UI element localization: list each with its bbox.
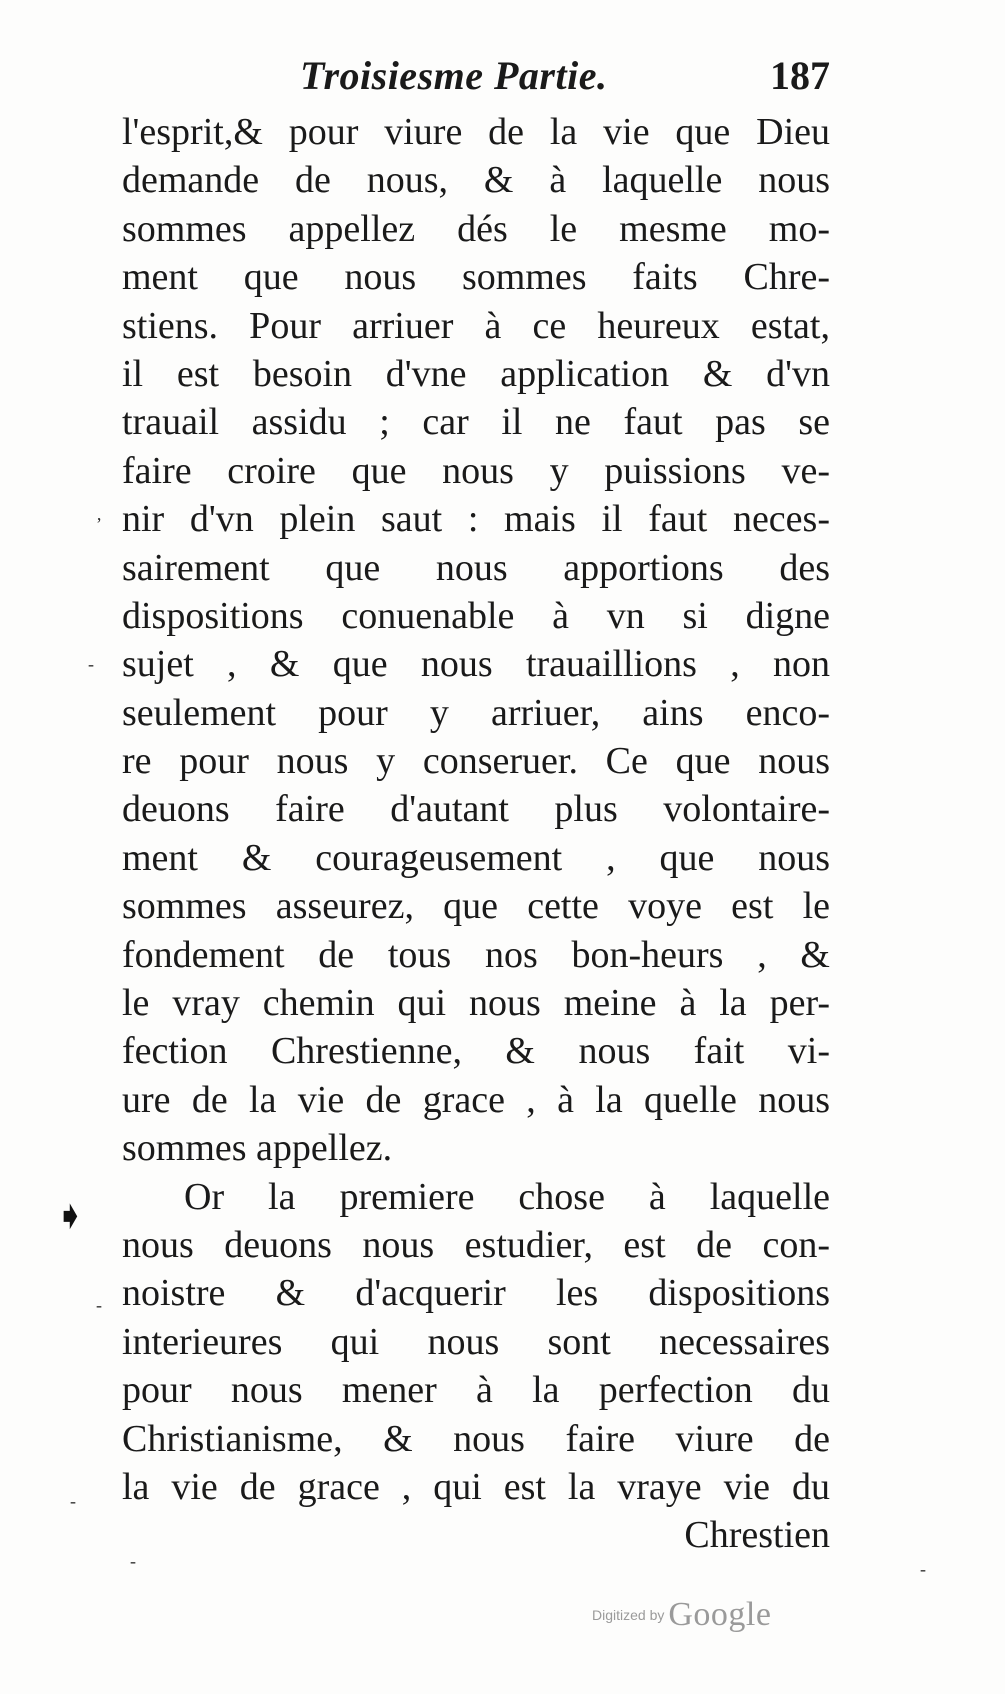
text-line: re pour nous y conseruer. Ce que nous bbox=[122, 740, 830, 783]
page-number: 187 bbox=[770, 53, 830, 98]
margin-tick-mark: - bbox=[96, 1295, 102, 1315]
running-title: Troisiesme Partie. bbox=[300, 53, 608, 98]
digitized-by-google-watermark bbox=[592, 1596, 771, 1634]
text-line: sairement que nous apportions des bbox=[122, 546, 830, 589]
text-line: faire croire que nous y puissions ve- bbox=[122, 449, 830, 492]
text-line: demande de nous, & à laquelle nous bbox=[122, 159, 830, 202]
margin-tick-mark: - bbox=[88, 654, 94, 674]
text-line: le vray chemin qui nous meine à la per- bbox=[122, 982, 830, 1025]
text-line: deuons faire d'autant plus volontaire- bbox=[122, 788, 830, 831]
text-line: ment & courageusement , que nous bbox=[122, 836, 830, 879]
text-line: fection Chrestienne, & nous fait vi- bbox=[122, 1030, 830, 1073]
text-line: sujet , & que nous trauaillions , non bbox=[122, 643, 830, 686]
body-text bbox=[122, 108, 830, 1560]
text-line: stiens. Pour arriuer à ce heureux estat, bbox=[122, 304, 830, 347]
text-line: sommes appellez. bbox=[122, 1127, 393, 1170]
text-line: il est besoin d'vne application & d'vn bbox=[122, 352, 830, 395]
text-line: seulement pour y arriuer, ains enco- bbox=[122, 691, 830, 734]
running-header bbox=[300, 52, 830, 104]
catchword: Chrestien bbox=[684, 1514, 830, 1557]
digitized-by-label: Digitized by bbox=[592, 1607, 665, 1623]
margin-tick-mark: - bbox=[920, 1559, 926, 1579]
text-line: interieures qui nous sont necessaires bbox=[122, 1320, 830, 1363]
text-line: noistre & d'acquerir les dispositions bbox=[122, 1272, 830, 1315]
text-line: l'esprit,& pour viure de la vie que Dieu bbox=[122, 111, 830, 153]
text-line: trauail assidu ; car il ne faut pas se bbox=[122, 401, 830, 444]
text-line: la vie de grace , qui est la vraye vie du bbox=[122, 1465, 830, 1508]
text-line: ure de la vie de grace , à la quelle nous bbox=[122, 1078, 830, 1121]
text-line: nir d'vn plein saut : mais il faut neces- bbox=[122, 498, 830, 541]
text-line: Christianisme, & nous faire viure de bbox=[122, 1417, 830, 1460]
text-line: pour nous mener à la perfection du bbox=[122, 1369, 830, 1412]
margin-pointer-icon: ➧ bbox=[56, 1198, 85, 1235]
text-line: nous deuons nous estudier, est de con- bbox=[122, 1223, 830, 1266]
google-logo-text: Google bbox=[668, 1596, 772, 1633]
text-line: dispositions conuenable à vn si digne bbox=[122, 594, 830, 637]
text-line: ment que nous sommes faits Chre- bbox=[122, 256, 830, 299]
margin-tick-mark: - bbox=[70, 1491, 76, 1511]
text-line: sommes appellez dés le mesme mo- bbox=[122, 207, 830, 250]
margin-tick-mark: - bbox=[130, 1551, 136, 1571]
margin-comma-mark: ʼ bbox=[96, 514, 102, 534]
text-line: sommes asseurez, que cette voye est le bbox=[122, 885, 830, 928]
paragraph-start-line: Or la premiere chose à laquelle bbox=[184, 1175, 830, 1218]
text-line: fondement de tous nos bon-heurs , & bbox=[122, 933, 830, 976]
